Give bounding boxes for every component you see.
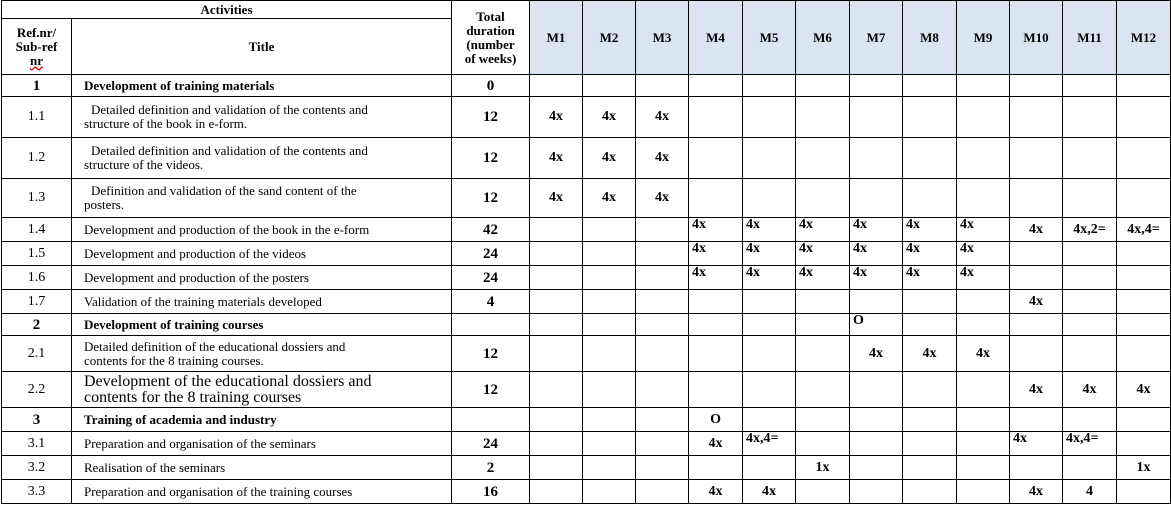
- title-cell: [72, 97, 452, 138]
- title-line-2: posters.: [84, 197, 125, 212]
- month-cell-m2: [583, 336, 636, 372]
- month-cell-m2: [583, 266, 636, 290]
- month-cell-m3: [636, 408, 689, 432]
- section-row: [2, 408, 1171, 432]
- month-cell-m9: 4x: [957, 242, 1010, 266]
- title-line-1: Detailed definition of the educational dossiers and: [84, 338, 346, 354]
- month-cell-m8: [903, 75, 957, 97]
- month-cell-m10: [1010, 97, 1063, 138]
- month-cell-m11: [1063, 97, 1117, 138]
- month-cell-m10: [1010, 336, 1063, 372]
- month-header-m4: M4: [689, 1, 743, 75]
- activity-row: [2, 266, 1171, 290]
- title-cell: Development and production of the book in the e-form: [72, 218, 452, 242]
- month-cell-m5: [743, 456, 796, 480]
- month-cell-m1: [530, 290, 583, 314]
- ref-header-line2: Sub-ref: [15, 38, 58, 54]
- month-cell-m8: 4x: [903, 218, 957, 242]
- month-cell-m2: [583, 408, 636, 432]
- month-header-m3: M3: [636, 1, 689, 75]
- month-cell-m4: 4x: [689, 266, 743, 290]
- month-cell-m12: [1117, 97, 1171, 138]
- month-cell-m4: [689, 336, 743, 372]
- month-cell-m9: [957, 138, 1010, 179]
- month-cell-m5: [743, 372, 796, 408]
- duration-cell: 42: [452, 218, 530, 242]
- month-cell-m9: [957, 372, 1010, 408]
- month-cell-m6: [796, 138, 850, 179]
- month-cell-m3: [636, 314, 689, 336]
- month-cell-m10: [1010, 179, 1063, 218]
- ref-cell: 1.3: [2, 179, 72, 218]
- month-cell-m5: [743, 138, 796, 179]
- month-cell-m10: [1010, 138, 1063, 179]
- month-cell-m12: [1117, 314, 1171, 336]
- month-cell-m12: [1117, 242, 1171, 266]
- month-cell-m2: [583, 242, 636, 266]
- title-line-2: structure of the book in e-form.: [84, 116, 248, 131]
- duration-header-line4: of weeks): [464, 50, 517, 66]
- month-cell-m8: [903, 456, 957, 480]
- month-cell-m2: [583, 456, 636, 480]
- month-cell-m5: 4x: [743, 242, 796, 266]
- month-cell-m7: [850, 372, 903, 408]
- month-cell-m3: [636, 456, 689, 480]
- month-cell-m2: [583, 314, 636, 336]
- ref-cell: 1.7: [2, 290, 72, 314]
- ref-cell: 2.2: [2, 372, 72, 408]
- month-cell-m7: [850, 408, 903, 432]
- duration-cell: 12: [452, 179, 530, 218]
- month-cell-m4: 4x: [689, 432, 743, 456]
- month-header-m10: M10: [1010, 1, 1063, 75]
- month-cell-m8: 4x: [903, 242, 957, 266]
- month-cell-m10: [1010, 408, 1063, 432]
- month-cell-m9: 4x: [957, 266, 1010, 290]
- month-cell-m5: [743, 179, 796, 218]
- month-cell-m1: 4x: [530, 179, 583, 218]
- title-cell: Preparation and organisation of the seminars: [72, 432, 452, 456]
- ref-cell: 1.2: [2, 138, 72, 179]
- month-cell-m8: [903, 480, 957, 504]
- month-cell-m2: [583, 432, 636, 456]
- duration-cell: 24: [452, 432, 530, 456]
- month-cell-m2: 4x: [583, 179, 636, 218]
- duration-cell: 24: [452, 242, 530, 266]
- month-cell-m10: [1010, 456, 1063, 480]
- month-cell-m9: [957, 97, 1010, 138]
- month-cell-m12: [1117, 75, 1171, 97]
- month-cell-m1: [530, 456, 583, 480]
- ref-cell: 3: [2, 408, 72, 432]
- month-cell-m6: [796, 97, 850, 138]
- month-cell-m7: O: [850, 314, 903, 336]
- month-cell-m11: [1063, 456, 1117, 480]
- title-cell: Training of academia and industry: [72, 408, 452, 432]
- month-header-m2: M2: [583, 1, 636, 75]
- activity-row: [2, 138, 1171, 179]
- month-cell-m9: 4x: [957, 218, 1010, 242]
- month-cell-m3: [636, 336, 689, 372]
- month-cell-m8: [903, 408, 957, 432]
- month-cell-m11: [1063, 336, 1117, 372]
- title-cell: [72, 336, 452, 372]
- month-cell-m11: 4x: [1063, 372, 1117, 408]
- ref-cell: 3.2: [2, 456, 72, 480]
- month-cell-m6: 4x: [796, 242, 850, 266]
- month-cell-m7: [850, 138, 903, 179]
- month-cell-m6: [796, 432, 850, 456]
- month-cell-m4: [689, 290, 743, 314]
- ref-cell: 2.1: [2, 336, 72, 372]
- duration-cell: 12: [452, 138, 530, 179]
- title-line-1: Detailed definition and validation of the contents and: [91, 102, 368, 117]
- month-cell-m12: [1117, 336, 1171, 372]
- month-cell-m12: [1117, 266, 1171, 290]
- month-cell-m1: [530, 218, 583, 242]
- activity-row: [2, 432, 1171, 456]
- month-cell-m6: [796, 314, 850, 336]
- month-cell-m9: [957, 314, 1010, 336]
- month-cell-m7: [850, 179, 903, 218]
- activity-row: [2, 290, 1171, 314]
- month-cell-m10: 4x: [1010, 372, 1063, 408]
- month-cell-m8: [903, 290, 957, 314]
- activity-schedule-table: [1, 0, 1171, 504]
- duration-cell: 24: [452, 266, 530, 290]
- activities-header: Activities: [2, 1, 452, 19]
- month-cell-m11: [1063, 138, 1117, 179]
- month-header-m6: M6: [796, 1, 850, 75]
- month-cell-m4: 4x: [689, 480, 743, 504]
- month-cell-m1: [530, 242, 583, 266]
- activity-row: [2, 336, 1171, 372]
- month-cell-m10: [1010, 75, 1063, 97]
- month-cell-m5: [743, 290, 796, 314]
- month-cell-m8: 4x: [903, 336, 957, 372]
- duration-header-line1: Total: [476, 8, 505, 24]
- title-cell: Preparation and organisation of the training courses: [72, 480, 452, 504]
- month-cell-m8: [903, 138, 957, 179]
- month-header-m1: M1: [530, 1, 583, 75]
- month-cell-m5: [743, 314, 796, 336]
- title-cell: Realisation of the seminars: [72, 456, 452, 480]
- month-cell-m2: [583, 480, 636, 504]
- month-cell-m3: 4x: [636, 179, 689, 218]
- month-cell-m4: [689, 372, 743, 408]
- duration-cell: 16: [452, 480, 530, 504]
- month-cell-m6: [796, 290, 850, 314]
- schedule-body: [2, 75, 1171, 504]
- month-cell-m9: [957, 179, 1010, 218]
- month-cell-m5: 4x: [743, 266, 796, 290]
- duration-cell: 12: [452, 97, 530, 138]
- month-cell-m3: [636, 75, 689, 97]
- month-cell-m7: [850, 290, 903, 314]
- activity-row: [2, 242, 1171, 266]
- activity-row: [2, 480, 1171, 504]
- month-cell-m12: 1x: [1117, 456, 1171, 480]
- month-cell-m8: [903, 179, 957, 218]
- month-cell-m6: [796, 336, 850, 372]
- month-header-m11: M11: [1063, 1, 1117, 75]
- duration-cell: [452, 314, 530, 336]
- month-cell-m4: [689, 97, 743, 138]
- activity-row: [2, 179, 1171, 218]
- title-cell: [72, 138, 452, 179]
- month-cell-m12: 4x,4=: [1117, 218, 1171, 242]
- month-cell-m9: [957, 290, 1010, 314]
- month-cell-m4: [689, 75, 743, 97]
- duration-cell: [452, 408, 530, 432]
- duration-cell: 12: [452, 372, 530, 408]
- month-cell-m2: [583, 75, 636, 97]
- duration-cell: 12: [452, 336, 530, 372]
- ref-header-line1: Ref.nr/: [16, 24, 57, 40]
- month-cell-m7: 4x: [850, 242, 903, 266]
- month-cell-m1: 4x: [530, 138, 583, 179]
- month-cell-m5: [743, 97, 796, 138]
- month-cell-m4: [689, 456, 743, 480]
- month-cell-m6: [796, 179, 850, 218]
- month-cell-m10: [1010, 242, 1063, 266]
- month-cell-m3: [636, 242, 689, 266]
- month-cell-m1: [530, 266, 583, 290]
- month-cell-m12: [1117, 408, 1171, 432]
- month-cell-m5: [743, 408, 796, 432]
- month-cell-m9: [957, 432, 1010, 456]
- month-cell-m5: 4x: [743, 480, 796, 504]
- month-cell-m7: 4x: [850, 218, 903, 242]
- month-cell-m11: [1063, 266, 1117, 290]
- month-cell-m6: 4x: [796, 218, 850, 242]
- month-cell-m7: [850, 432, 903, 456]
- month-cell-m11: 4: [1063, 480, 1117, 504]
- title-cell: Development of training courses: [72, 314, 452, 336]
- month-cell-m8: [903, 314, 957, 336]
- month-cell-m9: [957, 480, 1010, 504]
- duration-cell: 0: [452, 75, 530, 97]
- month-cell-m1: [530, 408, 583, 432]
- duration-header-line2: duration: [466, 22, 515, 38]
- month-cell-m8: [903, 372, 957, 408]
- month-cell-m11: 4x,2=: [1063, 218, 1117, 242]
- month-cell-m3: [636, 480, 689, 504]
- ref-cell: 3.3: [2, 480, 72, 504]
- month-cell-m6: 1x: [796, 456, 850, 480]
- month-cell-m1: 4x: [530, 97, 583, 138]
- month-cell-m11: [1063, 314, 1117, 336]
- activity-row: [2, 456, 1171, 480]
- ref-cell: 3.1: [2, 432, 72, 456]
- month-cell-m12: [1117, 290, 1171, 314]
- month-cell-m4: 4x: [689, 218, 743, 242]
- duration-cell: 4: [452, 290, 530, 314]
- month-cell-m3: [636, 266, 689, 290]
- month-cell-m12: [1117, 138, 1171, 179]
- month-header-m12: M12: [1117, 1, 1171, 75]
- month-cell-m8: [903, 97, 957, 138]
- ref-cell: 1.6: [2, 266, 72, 290]
- title-line-2: contents for the 8 training courses.: [84, 352, 264, 368]
- month-cell-m10: 4x: [1010, 432, 1063, 456]
- month-cell-m4: 4x: [689, 242, 743, 266]
- month-header-m8: M8: [903, 1, 957, 75]
- month-cell-m12: [1117, 432, 1171, 456]
- title-cell: Development and production of the posters: [72, 266, 452, 290]
- month-cell-m8: [903, 432, 957, 456]
- month-cell-m3: [636, 372, 689, 408]
- month-cell-m4: [689, 314, 743, 336]
- month-cell-m12: [1117, 179, 1171, 218]
- month-cell-m2: [583, 290, 636, 314]
- month-cell-m10: [1010, 314, 1063, 336]
- month-cell-m3: 4x: [636, 138, 689, 179]
- month-cell-m4: O: [689, 408, 743, 432]
- month-cell-m7: [850, 97, 903, 138]
- title-cell: Development of training materials: [72, 75, 452, 97]
- month-cell-m3: [636, 290, 689, 314]
- month-cell-m11: [1063, 75, 1117, 97]
- title-line-2: contents for the 8 training courses: [84, 388, 302, 406]
- month-cell-m1: [530, 75, 583, 97]
- month-cell-m1: [530, 336, 583, 372]
- month-cell-m7: [850, 480, 903, 504]
- title-line-1: Development of the educational dossiers and: [84, 372, 372, 390]
- section-row: [2, 75, 1171, 97]
- month-cell-m6: 4x: [796, 266, 850, 290]
- month-cell-m6: [796, 75, 850, 97]
- month-cell-m6: [796, 372, 850, 408]
- month-cell-m3: 4x: [636, 97, 689, 138]
- month-cell-m7: [850, 75, 903, 97]
- ref-header-line3: nr: [30, 52, 43, 68]
- ref-cell: 1.1: [2, 97, 72, 138]
- month-cell-m6: [796, 408, 850, 432]
- month-cell-m1: [530, 372, 583, 408]
- month-cell-m2: [583, 372, 636, 408]
- ref-cell: 1.5: [2, 242, 72, 266]
- title-cell: [72, 372, 452, 408]
- title-line-1: Detailed definition and validation of the contents and: [91, 143, 368, 158]
- month-cell-m10: 4x: [1010, 290, 1063, 314]
- month-cell-m5: [743, 336, 796, 372]
- month-cell-m12: 4x: [1117, 372, 1171, 408]
- duration-header-line3: (number: [466, 36, 515, 52]
- month-cell-m5: 4x: [743, 218, 796, 242]
- activity-row: [2, 372, 1171, 408]
- ref-cell: 2: [2, 314, 72, 336]
- title-cell: Development and production of the videos: [72, 242, 452, 266]
- month-cell-m7: 4x: [850, 266, 903, 290]
- month-cell-m9: [957, 408, 1010, 432]
- activity-row: [2, 218, 1171, 242]
- month-cell-m11: [1063, 408, 1117, 432]
- month-cell-m2: 4x: [583, 97, 636, 138]
- duration-cell: 2: [452, 456, 530, 480]
- month-cell-m1: [530, 480, 583, 504]
- title-line-1: Definition and validation of the sand content of the: [91, 183, 357, 198]
- month-cell-m5: [743, 75, 796, 97]
- month-cell-m12: [1117, 480, 1171, 504]
- duration-header: [452, 1, 530, 75]
- month-cell-m1: [530, 314, 583, 336]
- month-cell-m7: 4x: [850, 336, 903, 372]
- month-cell-m11: [1063, 179, 1117, 218]
- ref-header: [2, 19, 72, 75]
- month-cell-m11: 4x,4=: [1063, 432, 1117, 456]
- month-cell-m10: [1010, 266, 1063, 290]
- month-cell-m1: [530, 432, 583, 456]
- month-cell-m11: [1063, 242, 1117, 266]
- month-header-m7: M7: [850, 1, 903, 75]
- title-cell: Validation of the training materials developed: [72, 290, 452, 314]
- section-row: [2, 314, 1171, 336]
- title-header: Title: [72, 19, 452, 75]
- month-cell-m2: 4x: [583, 138, 636, 179]
- month-cell-m9: 4x: [957, 336, 1010, 372]
- month-cell-m2: [583, 218, 636, 242]
- month-cell-m5: 4x,4=: [743, 432, 796, 456]
- month-cell-m10: 4x: [1010, 218, 1063, 242]
- ref-cell: 1.4: [2, 218, 72, 242]
- month-header-m9: M9: [957, 1, 1010, 75]
- month-cell-m10: 4x: [1010, 480, 1063, 504]
- month-cell-m3: [636, 218, 689, 242]
- month-cell-m9: [957, 75, 1010, 97]
- month-cell-m11: [1063, 290, 1117, 314]
- month-cell-m4: [689, 179, 743, 218]
- header-row-top: [2, 1, 1171, 19]
- activity-row: [2, 97, 1171, 138]
- month-cell-m8: 4x: [903, 266, 957, 290]
- title-cell: [72, 179, 452, 218]
- title-line-2: structure of the videos.: [84, 157, 204, 172]
- month-cell-m4: [689, 138, 743, 179]
- month-cell-m7: [850, 456, 903, 480]
- ref-cell: 1: [2, 75, 72, 97]
- month-cell-m3: [636, 432, 689, 456]
- month-header-m5: M5: [743, 1, 796, 75]
- month-cell-m9: [957, 456, 1010, 480]
- month-cell-m6: [796, 480, 850, 504]
